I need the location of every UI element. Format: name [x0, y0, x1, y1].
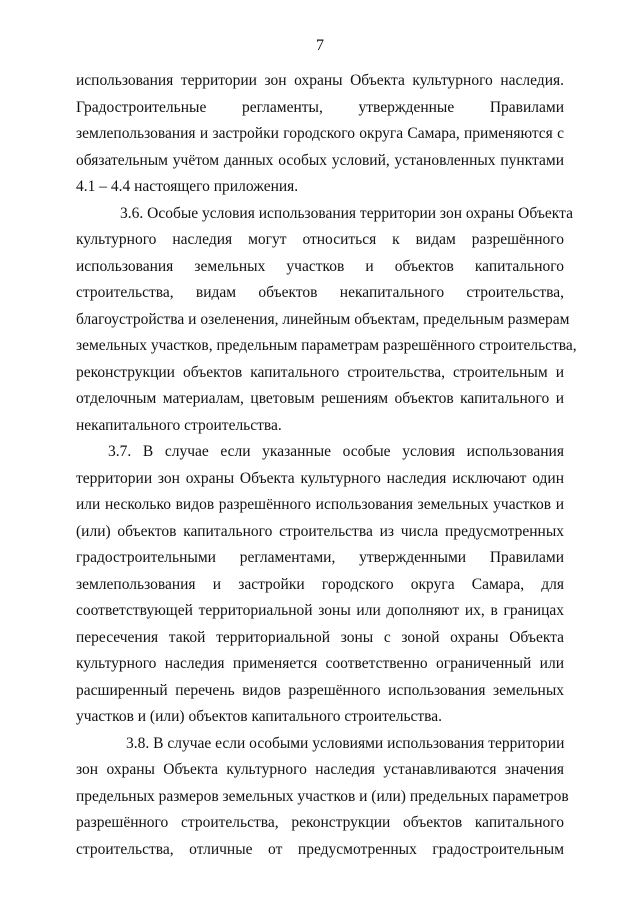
text-line: 3.6. Особые условия использования территории зон охраны Объекта: [120, 204, 573, 222]
text-line: землепользования и застройки городского округа Самара, применяются с: [76, 125, 564, 142]
text-line: 3.8. В случае если особыми условиями использования территории: [126, 734, 565, 752]
text-line: земельных участков, предельным параметрам разрешённого строительства,: [76, 337, 577, 354]
text-line: реконструкции объектов капитального строительства, строительным и: [76, 363, 564, 381]
paragraph-3-7: [76, 439, 564, 731]
text-line: строительства, отличные от предусмотренных градостроительным: [76, 840, 564, 858]
text-line: соответствующей территориальной зоны или дополняют их, в границах: [76, 602, 564, 619]
text-line: градостроительными регламентами, утвержденными Правилами: [76, 549, 564, 566]
page-number: 7: [316, 37, 324, 54]
text-line: или несколько видов разрешённого использования земельных участков и: [76, 496, 564, 513]
paragraph-3-8: [76, 731, 569, 864]
text-line: использования территории зон охраны Объекта культурного наследия.: [76, 72, 564, 89]
paragraph-continuation: [76, 68, 564, 201]
text-line: землепользования и застройки городского округа Самара, для: [76, 575, 564, 593]
document-body: [76, 68, 577, 863]
text-line: использования земельных участков и объектов капитального: [76, 257, 564, 275]
text-line: зон охраны Объекта культурного наследия устанавливаются значения: [76, 761, 564, 778]
text-line: предельных размеров земельных участков и (или) предельных параметров: [76, 787, 569, 805]
text-line: отделочным материалам, цветовым решениям объектов капитального и: [76, 390, 564, 407]
text-line: Градостроительные регламенты, утвержденные Правилами: [76, 98, 564, 116]
text-line: обязательным учётом данных особых условий, установленных пунктами: [76, 151, 564, 169]
text-line: культурного наследия применяется соответственно ограниченный или: [76, 655, 564, 672]
paragraph-3-6: [76, 201, 577, 440]
text-line: культурного наследия могут относиться к видам разрешённого: [76, 231, 564, 248]
text-line: (или) объектов капитального строительства из числа предусмотренных: [76, 522, 564, 540]
text-line: территории зон охраны Объекта культурного наследия исключают один: [76, 469, 564, 487]
text-line: строительства, видам объектов некапитального строительства,: [76, 284, 564, 301]
text-line: пересечения такой территориальной зоны с зоной охраны Объекта: [76, 628, 564, 646]
text-line: благоустройства и озеленения, линейным объектам, предельным размерам: [76, 310, 570, 328]
text-line: 3.7. В случае если указанные особые условия использования: [108, 443, 564, 460]
text-line: 4.1 – 4.4 настоящего приложения.: [76, 178, 299, 195]
text-line: разрешённого строительства, реконструкции объектов капитального: [76, 814, 564, 831]
text-line: некапитального строительства.: [76, 416, 282, 434]
text-line: расширенный перечень видов разрешённого использования земельных: [76, 681, 564, 699]
text-line: участков и (или) объектов капитального строительства.: [76, 708, 443, 725]
